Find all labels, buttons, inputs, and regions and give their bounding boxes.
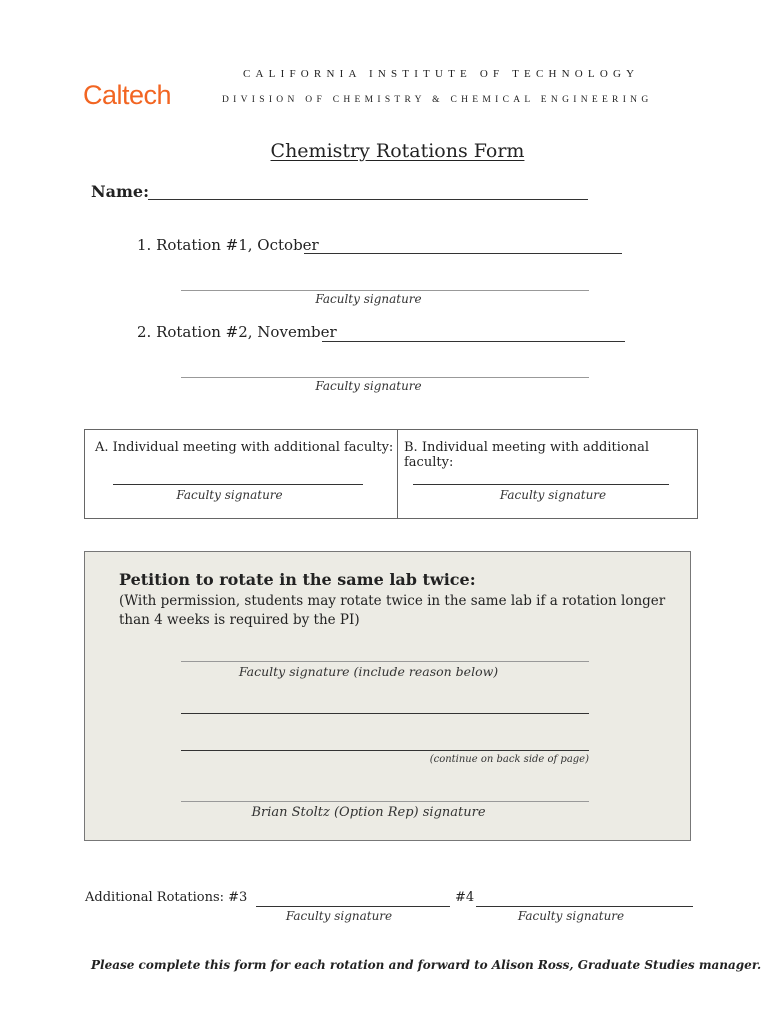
meetings-divider (397, 430, 398, 518)
rotation4-signature-line[interactable] (476, 906, 693, 907)
meeting-b-label: B. Individual meeting with additional faculty: (404, 440, 650, 470)
caltech-logo: Caltech (83, 80, 172, 110)
rotation4-signature-label: Faculty signature (517, 909, 625, 923)
rotation1-signature-line[interactable] (181, 290, 589, 291)
continue-note: (continue on back side of page) (429, 754, 589, 765)
rotation2-signature-line[interactable] (181, 377, 589, 378)
form-title: Chemistry Rotations Form (270, 140, 525, 162)
meeting-a-signature-label: Faculty signature (176, 488, 283, 502)
petition-faculty-signature-label: Faculty signature (include reason below) (238, 664, 499, 679)
petition-reason-line-2[interactable] (181, 750, 589, 751)
meeting-b-signature-line[interactable] (413, 484, 669, 485)
name-field[interactable] (148, 199, 588, 200)
rotation2-field[interactable] (322, 341, 625, 342)
option-rep-signature-label: Brian Stoltz (Option Rep) signature (251, 805, 486, 820)
rotation1-label: 1. Rotation #1, October (137, 236, 319, 254)
division-name: DIVISION OF CHEMISTRY & CHEMICAL ENGINEERING (222, 95, 653, 105)
rotation1-signature-label: Faculty signature (315, 292, 422, 306)
petition-subtitle: (With permission, students may rotate twice in the same lab if a rotation longer than 4 weeks is required by the PI) (119, 593, 666, 628)
rotation4-label: #4 (455, 890, 475, 905)
meetings-box (84, 429, 698, 519)
meeting-b-signature-label: Faculty signature (499, 488, 607, 502)
rotation3-signature-line[interactable] (256, 906, 450, 907)
petition-title: Petition to rotate in the same lab twice: (119, 570, 476, 589)
petition-faculty-signature-line[interactable] (181, 661, 589, 662)
rotation3-signature-label: Faculty signature (285, 909, 393, 923)
meeting-a-label: A. Individual meeting with additional faculty: (95, 440, 394, 455)
institution-name: CALIFORNIA INSTITUTE OF TECHNOLOGY (243, 68, 640, 80)
footer-instructions: Please complete this form for each rotation and forward to Alison Ross, Graduate Studies manager. (91, 958, 762, 972)
rotation2-signature-label: Faculty signature (315, 379, 422, 393)
option-rep-signature-line[interactable] (181, 801, 589, 802)
meeting-a-signature-line[interactable] (113, 484, 363, 485)
name-label: Name: (91, 182, 150, 201)
petition-reason-line-1[interactable] (181, 713, 589, 714)
rotation2-label: 2. Rotation #2, November (137, 323, 337, 341)
additional-rotations-label: Additional Rotations: #3 (85, 890, 248, 905)
petition-box (84, 551, 691, 841)
rotation1-field[interactable] (304, 253, 622, 254)
